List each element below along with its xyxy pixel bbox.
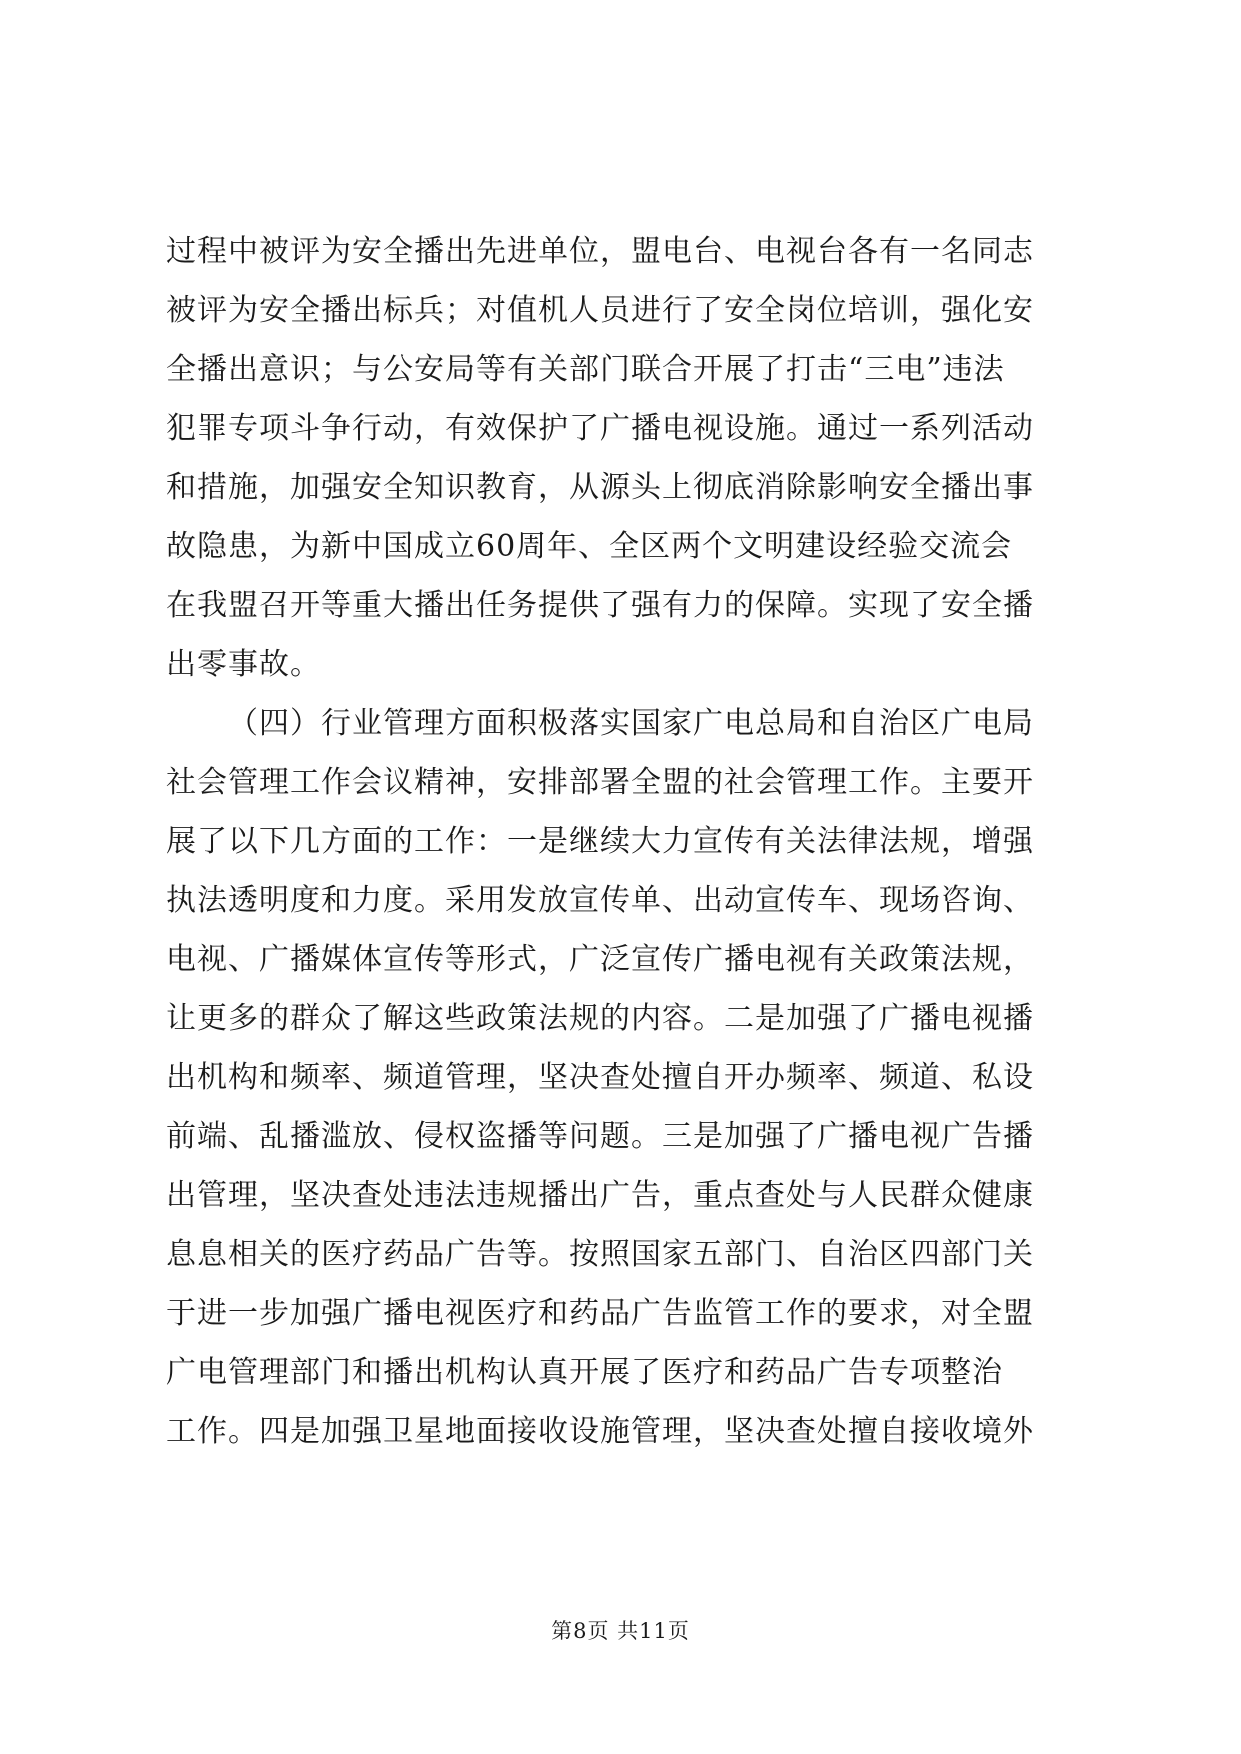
text-line: 全播出意识；与公安局等有关部门联合开展了打击“三电”违法	[166, 352, 1005, 387]
text-line: 前端、乱播滥放、侵权盗播等问题。三是加强了广播电视广告播	[166, 1119, 1034, 1154]
text-line: 广电管理部门和播出机构认真开展了医疗和药品广告专项整治	[166, 1355, 1003, 1390]
text-line: 出管理，坚决查处违法违规播出广告，重点查处与人民群众健康	[166, 1178, 1034, 1213]
text-line: 社会管理工作会议精神，安排部署全盟的社会管理工作。主要开	[166, 765, 1034, 800]
text-line: 展了以下几方面的工作：一是继续大力宣传有关法律法规，增强	[166, 824, 1034, 859]
text-line: 执法透明度和力度。采用发放宣传单、出动宣传车、现场咨询、	[166, 883, 1034, 918]
text-line: 于进一步加强广播电视医疗和药品广告监管工作的要求，对全盟	[166, 1296, 1034, 1331]
text-line: 被评为安全播出标兵；对值机人员进行了安全岗位培训，强化安	[166, 293, 1034, 328]
text-line: 让更多的群众了解这些政策法规的内容。二是加强了广播电视播	[166, 1001, 1034, 1036]
text-line: 工作。四是加强卫星地面接收设施管理，坚决查处擅自接收境外	[166, 1414, 1034, 1449]
text-line: 和措施，加强安全知识教育，从源头上彻底消除影响安全播出事	[166, 470, 1034, 505]
text-line: 犯罪专项斗争行动，有效保护了广播电视设施。通过一系列活动	[166, 411, 1034, 446]
text-line: 在我盟召开等重大播出任务提供了强有力的保障。实现了安全播	[166, 588, 1034, 623]
text-line: 过程中被评为安全播出先进单位，盟电台、电视台各有一名同志	[166, 234, 1034, 269]
paragraph-heading-line: （四）行业管理方面积极落实国家广电总局和自治区广电局	[228, 706, 1034, 741]
text-line: 息息相关的医疗药品广告等。按照国家五部门、自治区四部门关	[166, 1237, 1034, 1272]
page-number-footer: 第8页 共11页	[551, 1619, 690, 1643]
text-line: 出机构和频率、频道管理，坚决查处擅自开办频率、频道、私设	[166, 1060, 1034, 1095]
text-line: 出零事故。	[166, 647, 321, 682]
text-line: 电视、广播媒体宣传等形式，广泛宣传广播电视有关政策法规，	[166, 942, 1034, 977]
text-line: 故隐患，为新中国成立60周年、全区两个文明建设经验交流会	[166, 529, 1013, 564]
